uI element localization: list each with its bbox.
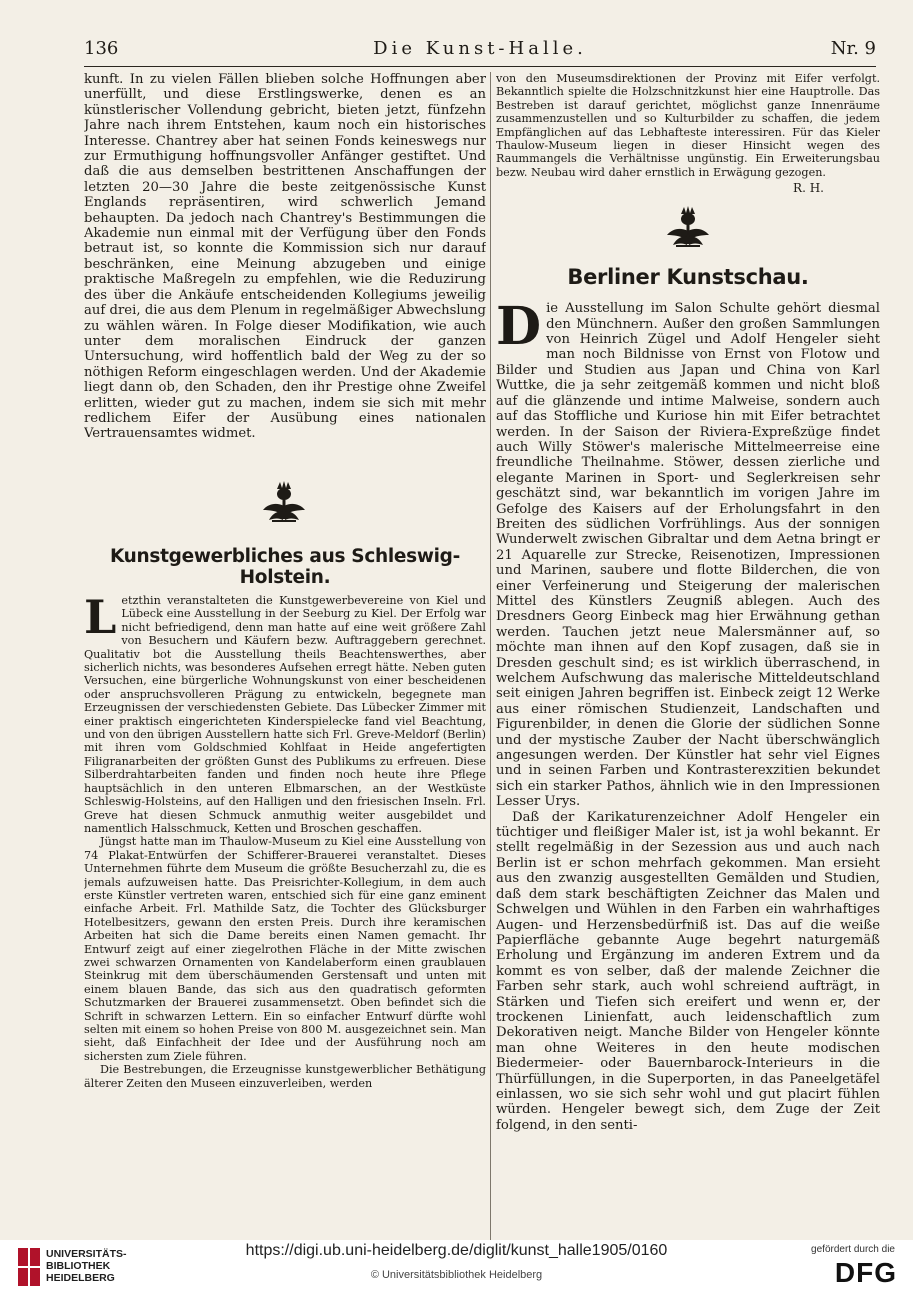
funder-caption: gefördert durch die bbox=[811, 1244, 895, 1255]
dropcap-letter: D bbox=[496, 296, 542, 358]
section-heading-berliner-kunstschau: Berliner Kunstschau. bbox=[567, 265, 809, 290]
issue-number: Nr. 9 bbox=[830, 38, 876, 59]
permalink-url[interactable]: https://digi.ub.uni-heidelberg.de/diglit/kunst_halle1905/0160 bbox=[245, 1242, 668, 1259]
digitization-footer bbox=[0, 1240, 913, 1293]
column-divider bbox=[490, 72, 491, 1240]
right-section-paragraph-1: ie Ausstellung im Salon Schulte gehört diesmal den Münchnern. Außer den großen Sammlungen von Heinrich Zügel und Adolf Hengeler sieht man noch Bildnisse von Ernst von Flotow und Bilder und Studien aus Japan und China von Karl Wuttke, die ja sehr zeitgemäß kommen und nicht bloß auf die glänzende und intime Malweise, sondern auch auf das Stoffliche und Kuriose hin mit Eifer betrachtet werden. In der Saison der Riviera-Expreßzüge findet auch Willy Stöwer's malerische Mittelmeerreise eine freundliche Theilnahme. Stöwer, dessen zierliche und elegante Marinen in Sport- und Seglerkreisen sehr geschätzt sind, war bekanntlich im vorigen Jahre im Gefolge des Kaisers auf der Erholungsfahrt in den Breiten des südlichen Vorfrühlings. Aus der sonnigen Wunderwelt zwischen Gibraltar und dem Aetna bringt er 21 Aquarelle zur Strecke, Reisenotizen, Impressionen und Marinen, saubere und flotte Bilderchen, die von einer Verfeinerung und Steigerung der malerischen Mittel des Künstlers Zeugniß ablegen. Auch des Dresdners Georg Einbeck mag hier Erwähnung gethan werden. Tauchen jetzt neue Malersmänner auf, so möchte man ihnen auf den Kopf zusagen, daß sie in Dresden geschult sind; es ist wirklich überraschend, in welchem Aufschwung das malerische Mitteldeutschland seit einigen Jahren begriffen ist. Einbeck zeigt 12 Werke aus einer römischen Studienzeit, Landschaften und Figurenbilder, in denen die Glorie der südlichen Sonne und der mystische Zauber der Nacht überschwänglich angesungen werden. Der Künstler hat sehr viel Eignes und in seinen Farben und Kontrasterexzitien bekundet sich ein starker Pathos, ähnlich wie in den Impressionen Lesser Urys. bbox=[496, 301, 880, 810]
dfg-logo: DFG bbox=[834, 1257, 897, 1288]
left-section-paragraph-2: Jüngst hatte man im Thaulow-Museum zu Kiel eine Ausstellung von 74 Plakat-Entwürfen der Schifferer-Brauerei veranstaltet. Dieses Unternehmen führte dem Museum die größte Besucherzahl zu, die es jemals aufzuweisen hatte. Das Preisrichter-Kollegium, in dem auch erste Künstler vertreten waren, entschied sich für eine ganz eminent einfache Arbeit. Frl. Mathilde Satz, die Tochter des Glücksburger Hotelbesitzers, gewann den ersten Preis. Durch ihre keramischen Arbeiten hat sich die Dame bereits einen Namen gemacht. Ihr Entwurf zeigt auf einer ziegelrothen Fläche in der Mitte zwischen zwei schwarzen Ornamenten von Kandelaberform einen graublauen Steinkrug mit dem überschäumenden Gerstensaft und unten mit einem blauen Bande, das sich aus den quadratisch geformten Schutzmarken der Brauerei zusammensetzt. Oben befindet sich die Schrift in schwarzen Lettern. Ein so einfacher Entwurf dürfte wohl selten mit einem so hohen Preise von 800 M. ausgezeichnet sein. Man sieht, daß Einfachheit der Idee und der Ausführung noch am sichersten zum Ziele führen. bbox=[84, 835, 486, 1063]
journal-title: Die Kunst-Halle. bbox=[373, 38, 587, 59]
left-section-paragraph-1: etzthin veranstalteten die Kunstgewerbevereine von Kiel und Lübeck eine Ausstellung in der Seeburg zu Kiel. Der Erfolg war nicht befriedigend, denn man hatte auf eine weit größere Zahl von Besuchern und Käufern bezw. Auftraggebern gerechnet. Qualitativ bot die Ausstellung theils Beachtenswerthes, aber sicherlich nichts, was besonderes Aufsehen erregt hätte. Neben guten Versuchen, eine bürgerliche Wohnungskunst von einer bescheidenen oder anspruchsvolleren Prägung zu entwickeln, begegnete man Erzeugnissen der verschiedensten Gebiete. Das Lübecker Zimmer mit einer praktisch eingerichteten Kinderspielecke fand viel Beachtung, und von den übrigen Ausstellern hatte sich Frl. Greve-Meldorf (Berlin) mit ihren vom Goldschmied Kohlfaat in Heide angefertigten Filigranarbeiten der größten Gunst des Publikums zu erfreuen. Diese Silberdrahtarbeiten fanden und finden noch heute ihre Pflege hauptsächlich in den unteren Elbmarschen, an der Westküste Schleswig-Holsteins, auf den Halligen und den friesischen Inseln. Frl. Greve hat diesen Schmuck anmuthig weiter ausgebildet und namentlich Halsschmuck, Ketten und Broschen geschaffen. bbox=[84, 594, 486, 835]
dropcap-letter: L bbox=[84, 590, 117, 644]
page-number: 136 bbox=[84, 38, 119, 59]
thistle-ornament-icon bbox=[664, 205, 712, 249]
left-section-paragraph-3: Die Bestrebungen, die Erzeugnisse kunstgewerblicher Bethätigung älterer Zeiten den Museen einzuverleiben, werden bbox=[84, 1063, 486, 1090]
right-continued-text: von den Museumsdirektionen der Provinz mit Eifer verfolgt. Bekanntlich spielte die Holzschnitzkunst hier eine Hauptrolle. Das Bestreben ist darauf gerichtet, möglichst ganze Innenräume zusammenzustellen und so Kulturbilder zu schaffen, die jedem Empfänglichen auf das Lebhafteste interessiren. Für das Kieler Thaulow-Museum liegen in dieser Hinsicht wegen des Raummangels die Verhältnisse ungünstig. Ein Erweiterungsbau bezw. Neubau wird daher ernstlich in Erwägung gezogen. bbox=[496, 72, 880, 179]
right-section-paragraph-2: Daß der Karikaturenzeichner Adolf Hengeler ein tüchtiger und fleißiger Maler ist, ist ja wohl bekannt. Er stellt regelmäßig in der Sezession aus und auch nach Berlin ist er schon mehrfach gekommen. Man ersieht aus den zwanzig ausgestellten Gemälden und Studien, daß dem stark beschäftigten Zeichner das Malen und Schwelgen und Wühlen in den Farben ein wahrhaftiges Augen- und Herzensbedürfniß ist. Das auf die weiße Papierfläche gebannte Auge begehrt naturgemäß Erholung und Ergänzung im anderen Extrem und da kommt es von selber, daß der malende Zeichner die Farben sehr stark, auch wohl schreiend aufträgt, in Stärken und Tiefen sich ereifert und wenn er, der trockenen Linienfatt, auch leidenschaftlich zum Dekorativen neigt. Manche Bilder von Hengeler könnte man ohne Weiteres in den heute modischen Biedermeier- oder Bauernbarock-Interieurs in die Thürfüllungen, in die Superporten, in das Paneelgetäfel einlassen, wo sie sich sehr wohl und gut placirt fühlen würden. Hengeler bewegt sich, dem Zuge der Zeit folgend, in den senti- bbox=[496, 809, 880, 1133]
section-heading-schleswig-holstein: Kunstgewerbliches aus Schleswig-Holstein. bbox=[109, 546, 461, 588]
header-rule bbox=[84, 66, 876, 67]
author-signature: R. H. bbox=[793, 181, 824, 196]
copyright-notice: © Universitätsbibliothek Heidelberg bbox=[370, 1269, 543, 1281]
page-header bbox=[84, 38, 876, 68]
left-continued-text: kunft. In zu vielen Fällen blieben solche Hoffnungen aber unerfüllt, und diese Erstlingswerke, denen es an künstlerischer Vollendung gebricht, bieten jetzt, fünfzehn Jahre nach ihrem Entstehen, kaum noch ein historisches Interesse. Chantrey aber hat seinen Fonds keineswegs nur zur Ermuthigung hoffnungsvoller Anfänger gestiftet. Und daß die aus demselben bestrittenen Anschaffungen der letzten 20—30 Jahre die beste zeitgenössische Kunst Englands repräsentiren, wird schwerlich Jemand behaupten. Da jedoch nach Chantrey's Bestimmungen die Akademie nun einmal mit der Verfügung über den Fonds betraut ist, so konnte die Kommission sich nur darauf beschränken, eine Meinung abzugeben und einige praktische Maßregeln zu empfehlen, wie die Reduzirung des über die Ankäufe entscheidenden Kollegiums jeweilig auf drei, die aus dem Plenum in regelmäßiger Abwechslung zu wählen wären. In Folge dieser Modifikation, wie auch unter dem moralischen Eindruck der ganzen Untersuchung, wird hoffentlich bald der Weg zu der so nöthigen Reform eingeschlagen werden. Und der Akademie liegt dann ob, den Schaden, den ihr Prestige ohne Zweifel erlitten, wieder gut zu machen, indem sie sich mit mehr redlichem Eifer der Ausübung eines nationalen Vertrauensamtes widmet. bbox=[84, 72, 486, 442]
left-column bbox=[84, 72, 486, 1238]
library-name: UNIVERSITÄTS- BIBLIOTHEK HEIDELBERG bbox=[46, 1248, 127, 1284]
right-column bbox=[496, 72, 880, 1238]
thistle-ornament-icon bbox=[260, 480, 308, 524]
